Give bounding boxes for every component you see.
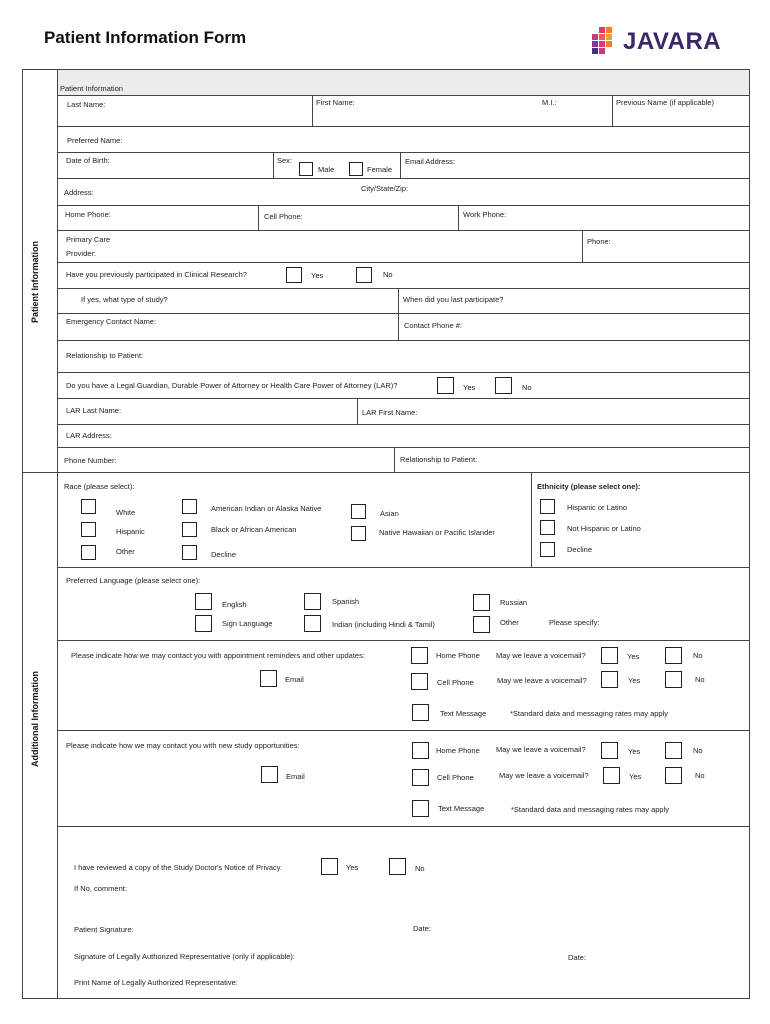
study-email-label: Email: [286, 772, 305, 781]
appt-home-yes-label: Yes: [627, 652, 640, 661]
lar-question: Do you have a Legal Guardian, Durable Power of Attorney or Health Care Power of Attorney (LAR)?: [66, 381, 398, 390]
lar-address-label: LAR Address:: [66, 431, 112, 440]
study-home-phone-label: Home Phone: [436, 746, 480, 755]
cell-phone-label: Cell Phone:: [264, 212, 303, 221]
study-text-checkbox[interactable]: [412, 800, 429, 817]
appt-home-phone-checkbox[interactable]: [411, 647, 428, 664]
section-label-additional: Additional Information: [30, 671, 40, 767]
lang-spanish-checkbox[interactable]: [304, 593, 321, 610]
appt-home-phone-label: Home Phone: [436, 651, 480, 660]
lang-other-checkbox[interactable]: [473, 616, 490, 633]
race-asian-label: Asian: [380, 509, 399, 518]
privacy-comment-label: If No, comment:: [74, 884, 127, 893]
study-type-label: If yes, what type of study?: [81, 295, 168, 304]
study-home-yes-checkbox[interactable]: [601, 742, 618, 759]
race-asian-checkbox[interactable]: [351, 504, 366, 519]
lang-indian-checkbox[interactable]: [304, 615, 321, 632]
research-yes-label: Yes: [311, 271, 324, 280]
address-label: Address:: [64, 188, 94, 197]
lang-english-label: English: [222, 600, 247, 609]
study-cell-yes-label: Yes: [629, 772, 642, 781]
appt-contact-label: Please indicate how we may contact you with appointment reminders and other updates:: [71, 651, 365, 660]
research-no-checkbox[interactable]: [356, 267, 372, 283]
lang-indian-label: Indian (including Hindi & Tamil): [332, 620, 435, 629]
section-label-patient: Patient Information: [30, 241, 40, 324]
appt-email-checkbox[interactable]: [260, 670, 277, 687]
relationship-label: Relationship to Patient:: [66, 351, 144, 360]
study-cell-phone-label: Cell Phone: [437, 773, 474, 782]
contact-phone-label: Contact Phone #:: [404, 321, 462, 330]
appt-text-checkbox[interactable]: [412, 704, 429, 721]
study-cell-phone-checkbox[interactable]: [412, 769, 429, 786]
appt-cell-phone-checkbox[interactable]: [411, 673, 428, 690]
study-email-checkbox[interactable]: [261, 766, 278, 783]
study-text-label: Text Message: [438, 804, 485, 813]
preferred-name-label: Preferred Name:: [67, 136, 123, 145]
ethnicity-not-hispanic-checkbox[interactable]: [540, 520, 555, 535]
ethnicity-label: Ethnicity (please select one):: [537, 482, 641, 491]
study-voicemail-label-2: May we leave a voicemail?: [499, 771, 589, 780]
appt-rates-note: *Standard data and messaging rates may apply: [510, 709, 669, 718]
study-rates-note: *Standard data and messaging rates may apply: [511, 805, 670, 814]
appt-email-label: Email: [285, 675, 304, 684]
study-home-no-checkbox[interactable]: [665, 742, 682, 759]
race-white-label: White: [116, 508, 136, 517]
research-question: Have you previously participated in Clinical Research?: [66, 270, 247, 279]
study-cell-yes-checkbox[interactable]: [603, 767, 620, 784]
page-title: Patient Information Form: [44, 28, 247, 47]
appt-voicemail-label-2: May we leave a voicemail?: [497, 676, 587, 685]
lang-sign-label: Sign Language: [222, 619, 273, 628]
appt-home-no-checkbox[interactable]: [665, 647, 682, 664]
female-checkbox[interactable]: [349, 162, 363, 176]
last-participate-label: When did you last participate?: [403, 295, 504, 304]
lang-spanish-label: Spanish: [332, 597, 360, 606]
pcp-label-line2: Provider:: [66, 249, 97, 258]
lar-last-name-label: LAR Last Name:: [66, 406, 122, 415]
javara-logo: [590, 26, 730, 58]
privacy-yes-checkbox[interactable]: [321, 858, 338, 875]
ethnicity-decline-checkbox[interactable]: [540, 542, 555, 557]
logo-text: JAVARA: [623, 28, 722, 55]
lang-russian-label: Russian: [500, 598, 528, 607]
last-name-label: Last Name:: [67, 100, 106, 109]
race-hawaiian-label: Native Hawaiian or Pacific Islander: [379, 528, 495, 537]
ethnicity-hispanic-checkbox[interactable]: [540, 499, 555, 514]
email-label: Email Address:: [405, 157, 456, 166]
appt-text-label: Text Message: [440, 709, 487, 718]
phone-number-label: Phone Number:: [64, 456, 117, 465]
study-cell-no-checkbox[interactable]: [665, 767, 682, 784]
study-contact-label: Please indicate how we may contact you with new study opportunities:: [66, 741, 300, 750]
previous-name-label: Previous Name (if applicable): [616, 98, 714, 107]
study-home-no-label: No: [693, 746, 703, 755]
lar-yes-checkbox[interactable]: [437, 377, 454, 394]
sex-label: Sex:: [277, 156, 293, 165]
lar-no-label: No: [522, 383, 532, 392]
patient-header-label: Patient Information: [60, 84, 123, 93]
privacy-no-checkbox[interactable]: [389, 858, 406, 875]
ethnicity-hispanic-label: Hispanic or Latino: [567, 503, 628, 512]
lar-relationship-label: Relationship to Patient:: [400, 455, 478, 464]
appt-cell-yes-label: Yes: [628, 676, 641, 685]
appt-cell-no-checkbox[interactable]: [665, 671, 682, 688]
appt-cell-no-label: No: [695, 675, 705, 684]
patient-info-header-bar: [57, 70, 749, 95]
patient-signature-label: Patient Signature:: [74, 925, 134, 934]
privacy-question: I have reviewed a copy of the Study Doctor's Notice of Privacy.: [74, 863, 283, 872]
race-hispanic-checkbox[interactable]: [81, 522, 96, 537]
study-home-yes-label: Yes: [628, 747, 641, 756]
language-label: Preferred Language (please select one):: [66, 576, 201, 585]
race-white-checkbox[interactable]: [81, 499, 96, 514]
mi-label: M.I.:: [542, 98, 557, 107]
home-phone-label: Home Phone:: [65, 210, 111, 219]
race-hawaiian-checkbox[interactable]: [351, 526, 366, 541]
emergency-contact-label: Emergency Contact Name:: [66, 317, 157, 326]
lar-no-checkbox[interactable]: [495, 377, 512, 394]
race-other-checkbox[interactable]: [81, 545, 96, 560]
work-phone-label: Work Phone:: [463, 210, 507, 219]
race-other-label: Other: [116, 547, 135, 556]
lang-other-label: Other: [500, 618, 519, 627]
dob-label: Date of Birth:: [66, 156, 110, 165]
lar-yes-label: Yes: [463, 383, 476, 392]
lang-specify-label: Please specify:: [549, 618, 600, 627]
pcp-label-line1: Primary Care: [66, 235, 111, 244]
race-label: Race (please select):: [64, 482, 135, 491]
male-label: Male: [318, 165, 335, 174]
lang-russian-checkbox[interactable]: [473, 594, 490, 611]
study-home-phone-checkbox[interactable]: [412, 742, 429, 759]
lar-print-name-label: Print Name of Legally Authorized Representative:: [74, 978, 238, 987]
appt-cell-phone-label: Cell Phone: [437, 678, 474, 687]
ethnicity-not-hispanic-label: Not Hispanic or Latino: [567, 524, 641, 533]
javara-mosaic-icon: [590, 27, 620, 57]
lar-first-name-label: LAR First Name:: [362, 408, 418, 417]
lang-english-checkbox[interactable]: [195, 593, 212, 610]
study-voicemail-label-1: May we leave a voicemail?: [496, 745, 586, 754]
race-black-checkbox[interactable]: [182, 522, 197, 537]
research-yes-checkbox[interactable]: [286, 267, 302, 283]
appt-cell-yes-checkbox[interactable]: [601, 671, 618, 688]
lang-sign-checkbox[interactable]: [195, 615, 212, 632]
race-decline-label: Decline: [211, 550, 237, 559]
appt-home-no-label: No: [693, 651, 703, 660]
privacy-yes-label: Yes: [346, 863, 359, 872]
female-label: Female: [367, 165, 393, 174]
appt-voicemail-label-1: May we leave a voicemail?: [496, 651, 586, 660]
appt-home-yes-checkbox[interactable]: [601, 647, 618, 664]
study-cell-no-label: No: [695, 771, 705, 780]
race-american-indian-label: American Indian or Alaska Native: [211, 504, 322, 513]
pcp-phone-label: Phone:: [587, 237, 611, 246]
race-decline-checkbox[interactable]: [182, 545, 197, 560]
lar-signature-label: Signature of Legally Authorized Representative (only if applicable):: [74, 952, 295, 961]
ethnicity-decline-label: Decline: [567, 545, 593, 554]
race-black-label: Black or African American: [211, 525, 297, 534]
privacy-no-label: No: [415, 864, 425, 873]
male-checkbox[interactable]: [299, 162, 313, 176]
city-state-zip-label: City/State/Zip:: [361, 184, 409, 193]
lar-signature-date-label: Date:: [568, 953, 586, 962]
patient-signature-date-label: Date:: [413, 924, 431, 933]
first-name-label: First Name:: [316, 98, 355, 107]
race-hispanic-label: Hispanic: [116, 527, 145, 536]
research-no-label: No: [383, 270, 393, 279]
race-american-indian-checkbox[interactable]: [182, 499, 197, 514]
